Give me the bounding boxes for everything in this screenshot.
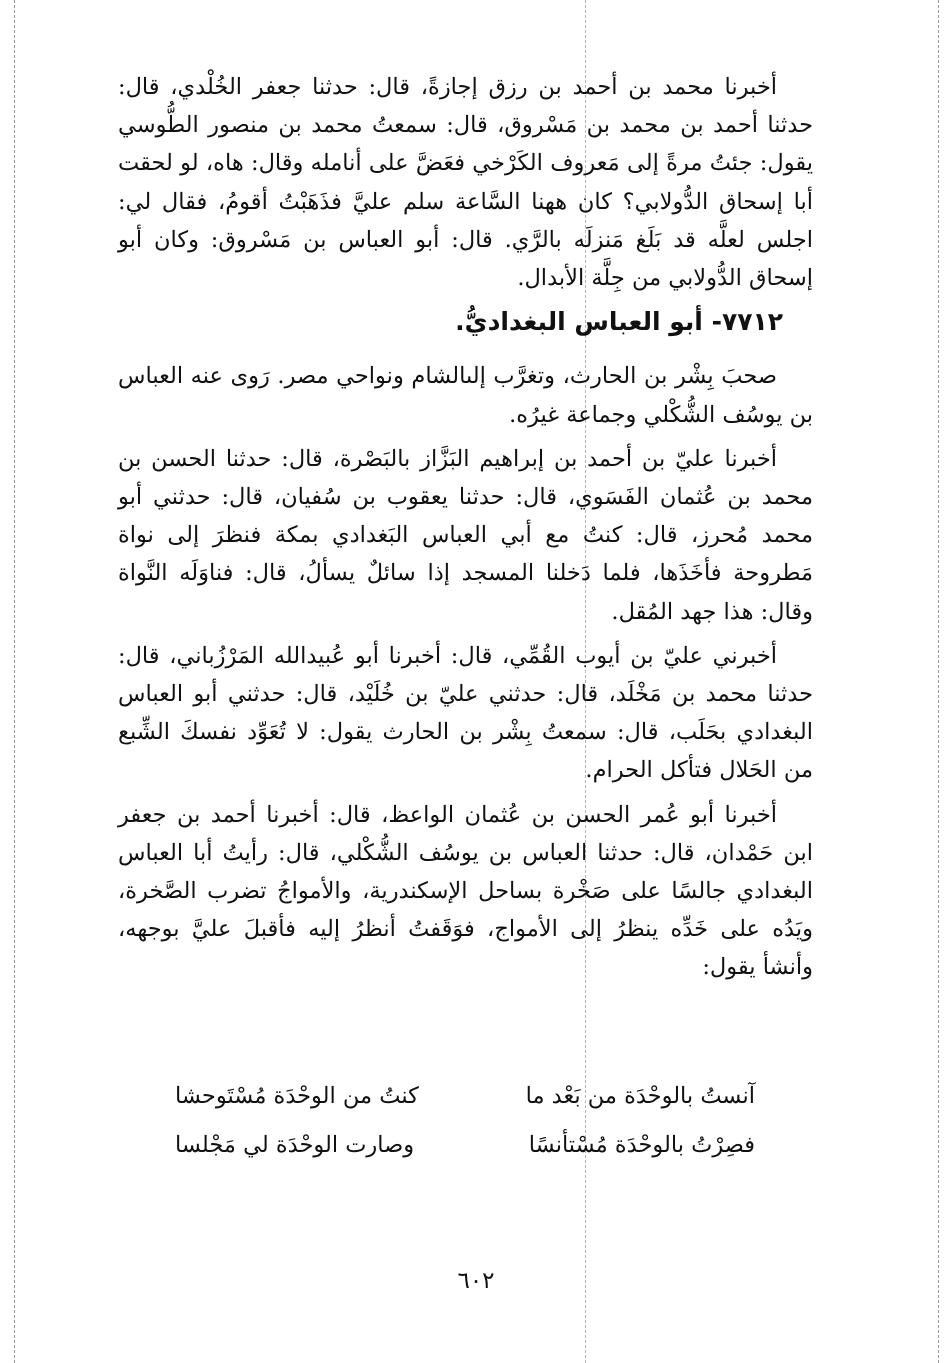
margin-guide-left [14,0,15,1363]
verse-line-1 [175,1083,755,1109]
body-text [118,68,813,987]
paragraph-khabar-dulabi: أخبرنا محمد بن أحمد بن رزق إجازةً، قال: حدثنا جعفر الخُلْدي، قال: حدثنا أحمد بن محمد بن مَسْروق، قال: سمعتُ محمد بن منصور الطُّوسي يقول: جئتُ مرةً إلى مَعروف الكَرْخي فعَضَّ على أنامله وقال: هاه، لو لحقت أبا إسحاق الدُّولابي؟ كان ههنا السَّاعة سلم عليَّ فذَهَبْتُ أقومُ، فقال لي: اجلس لعلَّه قد بَلَغ مَنزلَه بالرَّي. قال: أبو العباس بن مَسْروق: وكان أبو إسحاق الدُّولابي من جِلَّة الأبدال. [118,74,813,292]
margin-guide-right [938,0,939,1363]
paragraph-biography: صحبَ بِشْر بن الحارث، وتغرَّب إلىالشام ونواحي مصر. رَوى عنه العباس بن يوسُف الشُّكْلي وجماعة غيرُه. [118,363,813,428]
verse-1-second-hemistich: كنتُ من الوحْدَة مُسْتَوحشا [175,1083,419,1109]
page-number: ٦٠٢ [457,1268,495,1294]
paragraph-sakhra: أخبرنا أبو عُمر الحسن بن عُثمان الواعظ، قال: أخبرنا أحمد بن جعفر ابن حَمْدان، قال: حدثنا العباس بن يوسُف الشُّكْلي، قال: رأيتُ أبا العباس البغدادي جالسًا على صَخْرة بساحل الإسكندرية، والأمواجُ تضرب الصَّخرة، ويَدُه على خَدِّه ينظرُ إلى الأمواج، فوَقَفتُ أنظرُ إليه فأقبلَ عليَّ بوجهه، وأنشأ يقول: [118,801,813,981]
paragraph-nawat: أخبرنا عليّ بن أحمد بن إبراهيم البَزَّاز بالبَصْرة، قال: حدثنا الحسن بن محمد بن عُثمان الفَسَوي، قال: حدثنا يعقوب بن سُفيان، قال: حدثني أبو محمد مُحرز، قال: كنتُ مع أبي العباس البَغدادي بمكة فنظرَ إلى نواة مَطروحة فأخَذَها، فلما دَخلنا المسجد إذا سائلٌ يسألُ، قال: فناوَلَه النَّواة وقال: هذا جهد المُقل. [118,445,813,625]
verse-2-first-hemistich: فصِرْتُ بالوحْدَة مُسْتأنسًا [528,1132,755,1158]
paragraph-shibe: أخبرني عليّ بن أيوب القُمِّي، قال: أخبرنا أبو عُبيدالله المَرْزُباني، قال: حدثنا محمد بن مَخْلَد، قال: حدثني عليّ بن خُلَيْد، قال: حدثني أبو العباس البغدادي بحَلَب، قال: سمعتُ بِشْر بن الحارث يقول: لا تُعَوِّد نفسكَ الشِّبع من الحَلال فتأكل الحرام. [118,642,813,784]
verse-line-2 [175,1132,755,1158]
entry-heading: ٧٧١٢- أبو العباس البغداديُّ. [455,307,783,337]
verse-2-second-hemistich: وصارت الوحْدَة لي مَجْلسا [175,1132,415,1158]
verse-1-first-hemistich: آنستُ بالوحْدَة من بَعْد ما [525,1083,755,1109]
